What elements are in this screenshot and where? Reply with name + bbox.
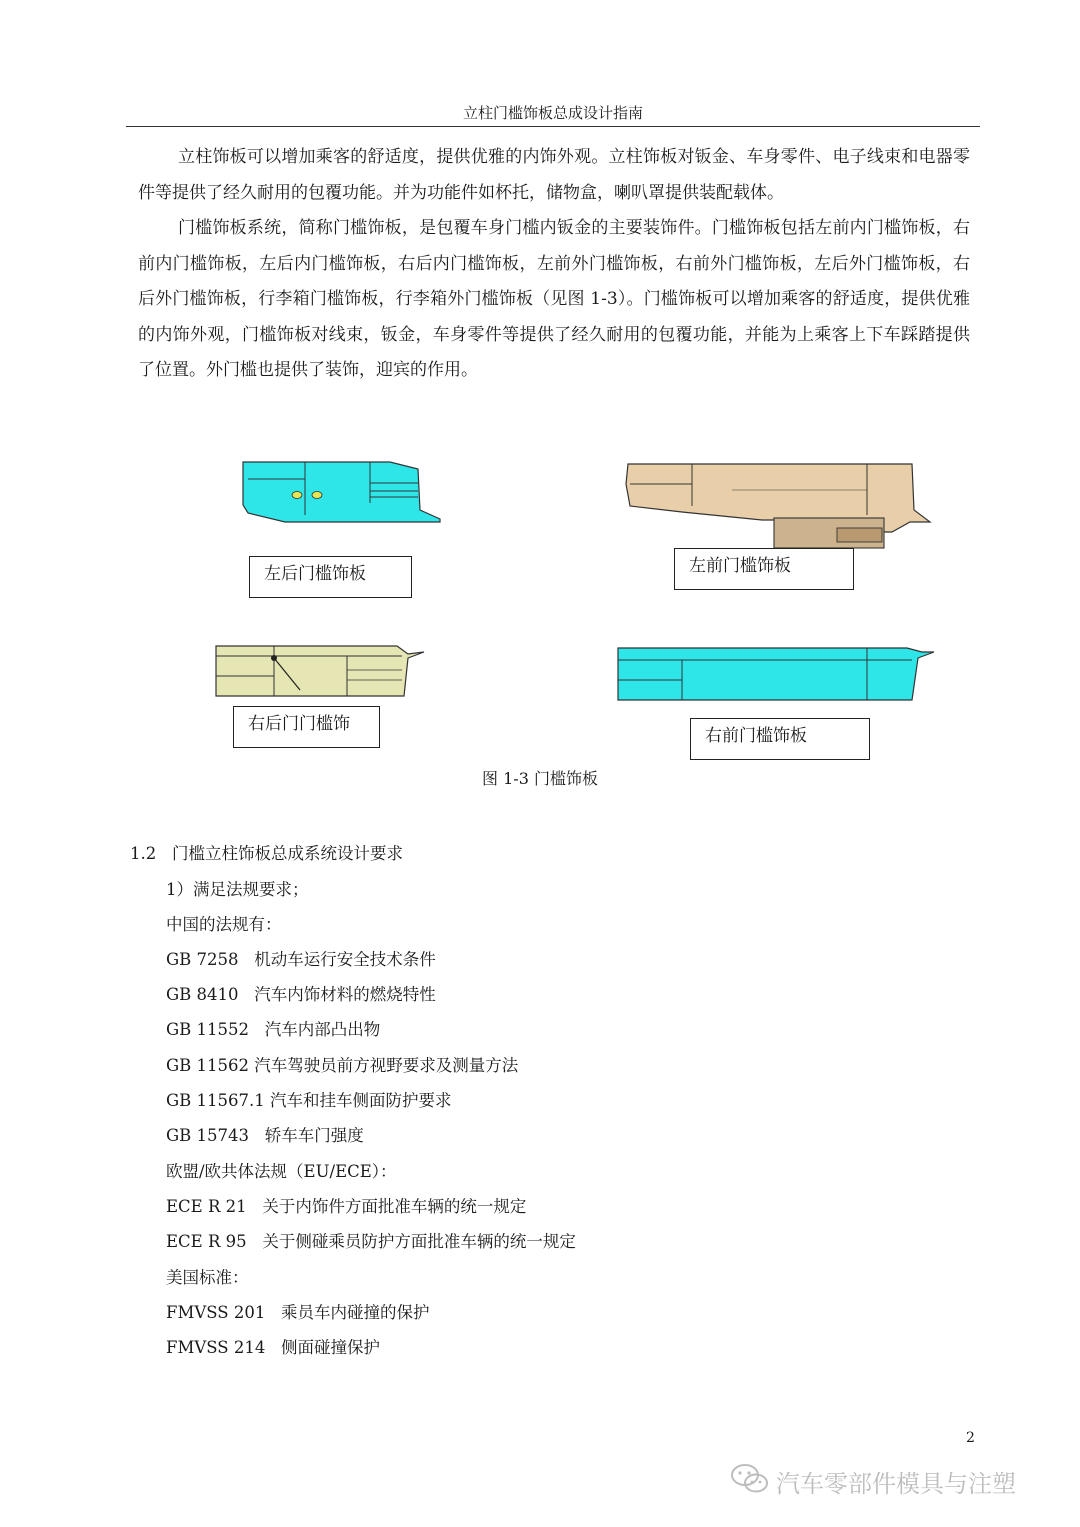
requirement-line: 中国的法规有： [166,915,282,934]
label-left-front-sill-trim: 左前门槛饰板 [674,548,854,590]
label-right-rear-sill-trim: 右后门门槛饰 [233,706,380,748]
paragraph-pillar-trim: 立柱饰板可以增加乘客的舒适度，提供优雅的内饰外观。立柱饰板对钣金、车身零件、电子线束和电器零件等提供了经久耐用的包覆功能。并为功能件如杯托，储物盒，喇叭罩提供装配载体。 [138,147,970,203]
right-rear-sill-trim-image [212,640,427,702]
watermark [730,1458,1050,1498]
left-rear-sill-trim-image [240,455,445,525]
page-header: 立柱门槛饰板总成设计指南 [126,100,980,127]
label-right-front-sill-trim: 右前门槛饰板 [690,718,870,760]
requirement-line: 1）满足法规要求； [166,880,309,899]
section-heading: 1.2 门槛立柱饰板总成系统设计要求 [130,844,403,863]
left-front-sill-trim-image [622,460,934,555]
figure-caption: 图 1-3 门槛饰板 [482,769,598,788]
requirement-line: GB 11552 汽车内部凸出物 [166,1020,381,1039]
paragraph-sill-trim: 门槛饰板系统，简称门槛饰板，是包覆车身门槛内钣金的主要装饰件。门槛饰板包括左前内门槛饰板，右前内门槛饰板，左后内门槛饰板，右后内门槛饰板，左前外门槛饰板，右前外门槛饰板，左后外门槛饰板，右后外门槛饰板，行李箱门槛饰板，行李箱外门槛饰板（见图 1-3）。门槛饰板可以增加乘客的舒适度，提供优雅的内饰外观，门槛饰板对线束，钣金，车身零件等提供了经久耐用的包覆功能，并能为上乘客上下车踩踏提供了位置。外门槛也提供了装饰，迎宾的作用。 [138,218,970,380]
requirement-line: GB 11567.1 汽车和挂车侧面防护要求 [166,1091,452,1110]
page-number: 2 [966,1430,975,1446]
requirement-line: 美国标准： [166,1268,249,1287]
requirement-line: GB 15743 轿车车门强度 [166,1126,364,1145]
requirement-line: GB 11562 汽车驾驶员前方视野要求及测量方法 [166,1056,519,1075]
requirement-line: FMVSS 201 乘员车内碰撞的保护 [166,1303,430,1322]
requirement-line: 欧盟/欧共体法规（EU/ECE）： [166,1162,397,1181]
requirement-line: GB 7258 机动车运行安全技术条件 [166,950,436,969]
requirement-line: GB 8410 汽车内饰材料的燃烧特性 [166,985,436,1004]
wechat-icon [730,1462,770,1496]
requirement-line: ECE R 95 关于侧碰乘员防护方面批准车辆的统一规定 [166,1232,576,1251]
requirement-line: FMVSS 214 侧面碰撞保护 [166,1338,381,1357]
requirement-line: ECE R 21 关于内饰件方面批准车辆的统一规定 [166,1197,527,1216]
label-left-rear-sill-trim: 左后门槛饰板 [249,556,412,598]
right-front-sill-trim-image [612,642,937,704]
watermark-text: 汽车零部件模具与注塑 [776,1470,1016,1498]
